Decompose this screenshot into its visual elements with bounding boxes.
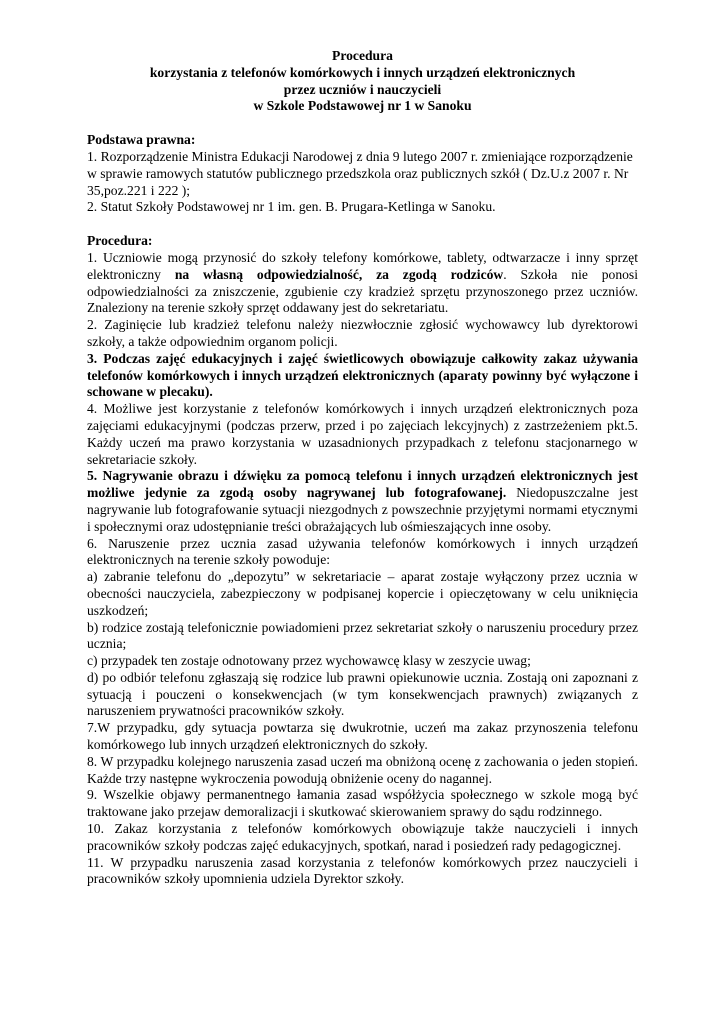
point-1-text-start: 1. Uczniowie mogą przynosić do szkoły telefony komórkowe, tablety, odtwarzacze i inny sprzęt elektroniczny	[87, 249, 638, 282]
procedure-point-6d: d) po odbiór telefonu zgłaszają się rodzice lub prawni opiekunowie ucznia. Zostają oni zapoznani z sytuacją i pouczeni o konsekwencjach (w tym konsekwencjach prawnych) związanych z naruszeniem prywatności pracowników szkoły.	[87, 669, 638, 719]
procedure-point-9: 9. Wszelkie objawy permanentnego łamania zasad współżycia społecznego w szkole mogą być traktowane jako przejaw demoralizacji i skutkować skierowaniem sprawy do sądu rodzinnego.	[87, 787, 638, 820]
procedure-heading: Procedura:	[87, 233, 153, 249]
title-line-2: korzystania z telefonów komórkowych i innych urządzeń elektronicznych	[149, 64, 576, 80]
point-5-text: Niedopuszczalne jest nagrywanie lub fotografowanie sytuacji niezgodnych z powszechnie przyjętymi normami etycznymi i społecznymi oraz udostępnianie treści obrażających lub ośmieszających inne osoby.	[87, 485, 638, 534]
title-line-1: Procedura	[332, 48, 393, 63]
point-1-text-end: . Szkoła nie ponosi odpowiedzialności za zniszczenie, zgubienie czy kradzież sprzętu przynoszonego przez uczniów. Znaleziony na terenie szkoły sprzęt oddawany jest do sekretariatu.	[87, 266, 639, 316]
procedure-point-7: 7.W przypadku, gdy sytuacja powtarza się dwukrotnie, uczeń ma zakaz przynoszenia telefonu komórkowego lub innych urządzeń elektronicznych do szkoły.	[87, 720, 638, 753]
procedure-point-3: 3. Podczas zajęć edukacyjnych i zajęć świetlicowych obowiązuje całkowity zakaz używania telefonów komórkowych i innych urządzeń elektronicznych (aparaty powinny być wyłączone i schowane w plecaku).	[87, 350, 638, 400]
legal-basis-item: 2. Statut Szkoły Podstawowej nr 1 im. gen. B. Prugara-Ketlinga w Sanoku.	[87, 199, 496, 215]
procedure-point-2: 2. Zaginięcie lub kradzież telefonu należy niezwłocznie zgłosić wychowawcy lub dyrektorowi szkoły, a także odpowiednim organom policji.	[87, 317, 638, 349]
procedure-point-6b: b) rodzice zostają telefonicznie powiadomieni przez sekretariat szkoły o naruszeniu procedury przez ucznia;	[87, 619, 638, 652]
legal-basis-item: 1. Rozporządzenie Ministra Edukacji Narodowej z dnia 9 lutego 2007 r. zmieniające rozporządzenie w sprawie ramowych statutów publicznego przedszkola oraz publicznych szkół ( Dz.U.z 2007 r. Nr 35,poz.221 i 222 );	[87, 148, 633, 198]
point-5-bold-text: 5. Nagrywanie obrazu i dźwięku za pomocą telefonu i innych urządzeń elektronicznych jest możliwe jedynie za zgodą osoby nagrywanej lub fotografowanej.	[87, 468, 638, 501]
procedure-point-1	[87, 250, 638, 317]
title-line-4: w Szkole Podstawowej nr 1 w Sanoku	[253, 98, 472, 114]
procedure-point-4: 4. Możliwe jest korzystanie z telefonów komórkowych i innych urządzeń elektronicznych poza zajęciami edukacyjnymi (podczas przerw, przed i po zajęciach lekcyjnych) z zastrzeżeniem pkt.5. Każdy uczeń ma prawo korzystania w uzasadnionych przypadkach z telefonu stacjonarnego w sekretariacie szkoły.	[87, 401, 638, 467]
procedure-point-5	[87, 468, 638, 535]
procedure-point-6a: a) zabranie telefonu do „depozytu” w sekretariacie – aparat zostaje wyłączony przez ucznia w obecności nauczyciela, zabezpieczony w podpisanej kopercie i opieczętowany w celu uniknięcia uszkodzeń;	[87, 569, 638, 618]
legal-basis-heading: Podstawa prawna:	[87, 132, 196, 148]
procedure-point-11: 11. W przypadku naruszenia zasad korzystania z telefonów komórkowych przez nauczycieli i pracowników szkoły upomnienia udziela Dyrektor szkoły.	[87, 854, 638, 887]
procedure-point-6: 6. Naruszenie przez ucznia zasad używania telefonów komórkowych i innych urządzeń elektronicznych na terenie szkoły powoduje:	[87, 535, 638, 568]
title-line-3: przez uczniów i nauczycieli	[283, 81, 442, 97]
procedure-point-10: 10. Zakaz korzystania z telefonów komórkowych obowiązuje także nauczycieli i innych pracowników szkoły podczas zajęć edukacyjnych, spotkań, narad i posiedzeń rady pedagogicznej.	[87, 821, 638, 853]
procedure-point-6c: c) przypadek ten zostaje odnotowany przez wychowawcę klasy w zeszycie uwag;	[87, 653, 531, 669]
procedure-point-8: 8. W przypadku kolejnego naruszenia zasad uczeń ma obniżoną ocenę z zachowania o jeden stopień. Każde trzy następne wykroczenia powodują obniżenie oceny do nagannej.	[87, 753, 638, 786]
point-1-bold-text: na własną odpowiedzialność, za zgodą rodziców	[174, 266, 504, 282]
document-title	[87, 48, 638, 115]
